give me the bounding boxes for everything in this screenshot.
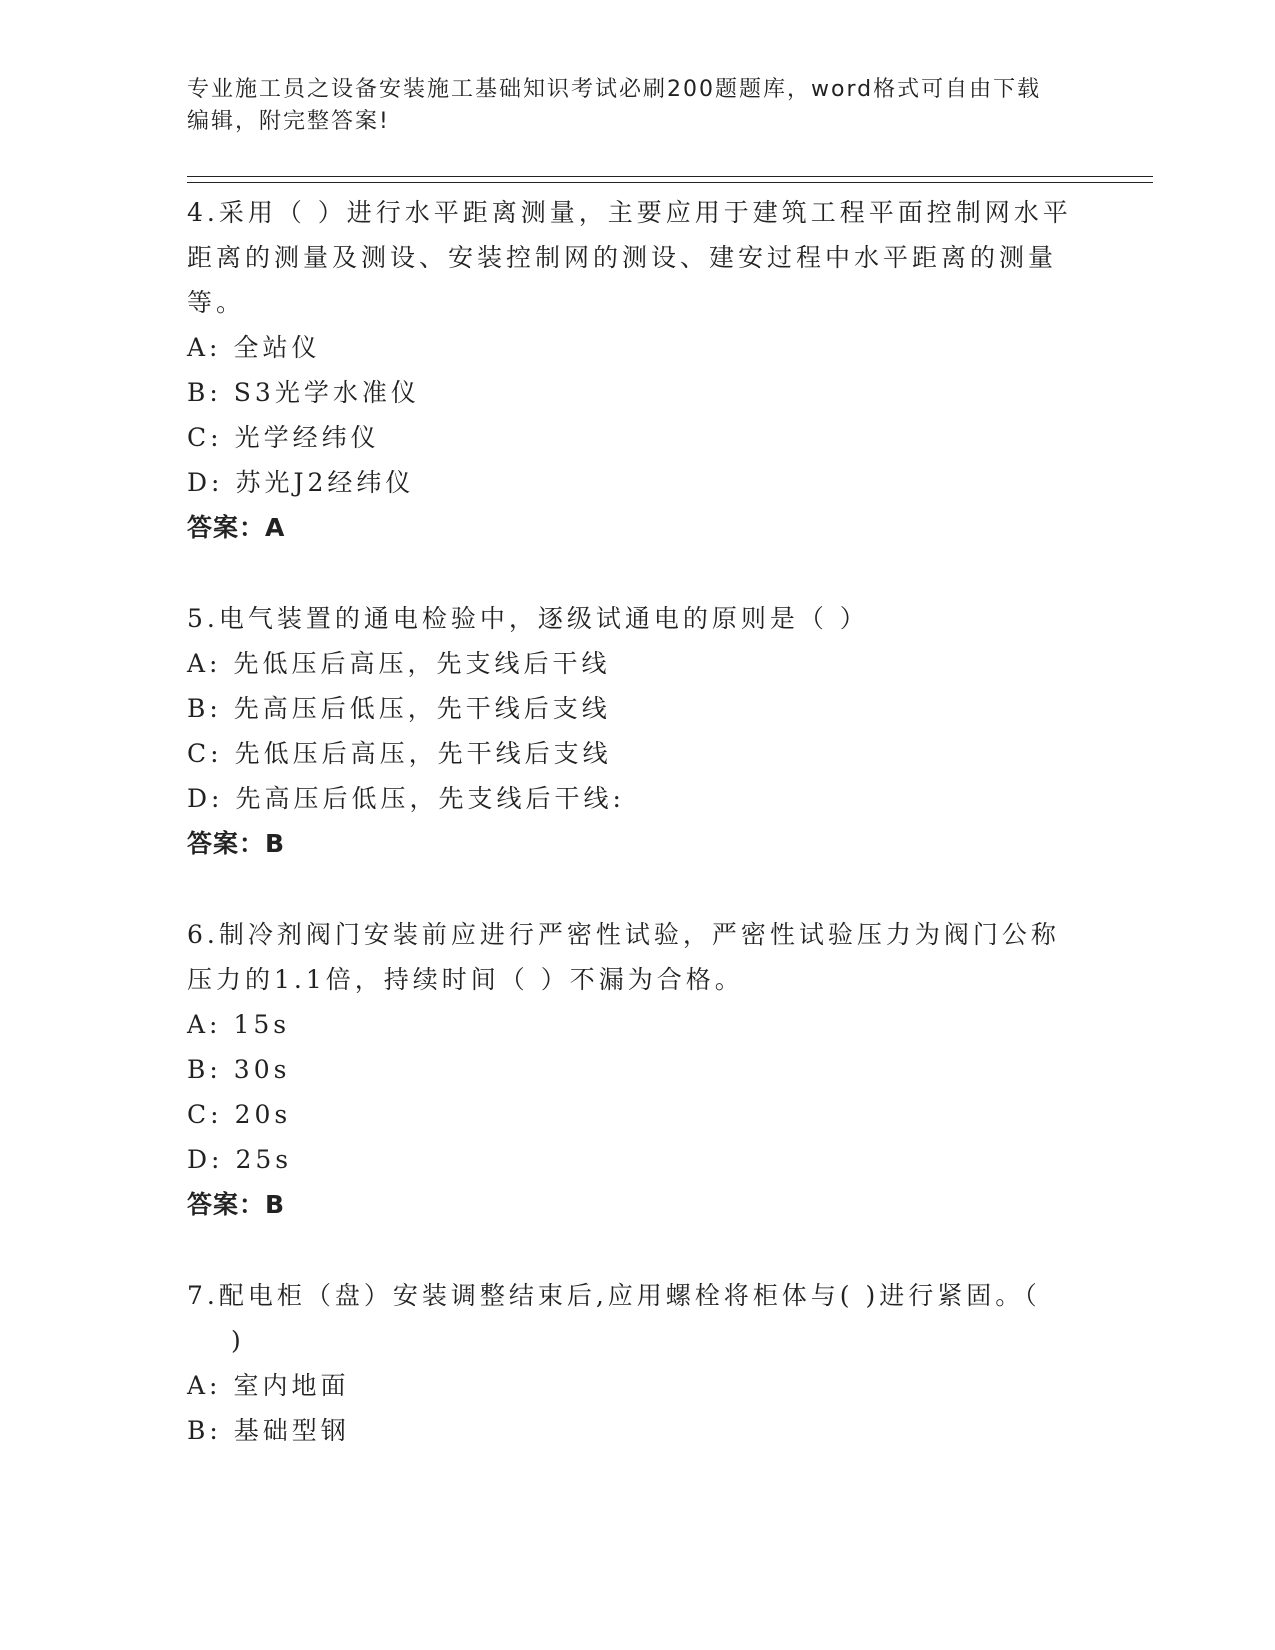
option-a [187,641,1087,686]
option-key: D: [187,468,224,497]
question-text [187,190,1087,325]
header-line-1: 专业施工员之设备安装施工基础知识考试必刷200题题库，word格式可自由下载 [187,77,1042,102]
option-text: 25s [235,1145,293,1174]
option-b [187,1047,1087,1092]
option-text: 先低压后高压，先干线后支线 [234,739,612,768]
question-text-line: 7.配电柜（盘）安装调整结束后,应用螺栓将柜体与( )进行紧固。（ [187,1281,1041,1310]
answer: 答案：B [187,1190,286,1219]
option-key: A: [187,1371,222,1400]
question-text [187,1273,1087,1363]
option-b [187,370,1087,415]
option-text: 20s [234,1100,292,1129]
question-text-line: ) [231,1326,245,1355]
option-key: C: [187,1100,223,1129]
option-text: 15s [233,1010,291,1039]
question-text-line: 压力的1.1倍，持续时间（ ）不漏为合格。 [187,965,744,994]
option-text: 苏光J2经纬仪 [235,468,415,497]
option-d [187,460,1087,505]
option-text: 室内地面 [233,1371,350,1400]
question-text-line: 距离的测量及测设、安装控制网的测设、建安过程中水平距离的测量 [187,243,1058,272]
answer: 答案：B [187,829,286,858]
option-c [187,1092,1087,1137]
option-key: B: [187,378,222,407]
option-key: B: [187,1055,222,1084]
question-list [187,190,1087,1453]
question-text [187,912,1087,1002]
option-text: 先低压后高压，先支线后干线 [233,649,611,678]
option-text: 30s [233,1055,291,1084]
option-text: 基础型钢 [233,1416,350,1445]
option-key: B: [187,694,222,723]
option-key: A: [187,649,222,678]
option-text: S3光学水准仪 [233,378,420,407]
option-key: C: [187,739,223,768]
header-divider-top [187,176,1153,177]
option-text: 先高压后低压，先干线后支线 [233,694,611,723]
answer: 答案：A [187,513,286,542]
option-text: 先高压后低压，先支线后干线: [235,784,625,813]
question-text-line: 等。 [187,288,246,317]
option-key: B: [187,1416,222,1445]
option-key: A: [187,1010,222,1039]
option-key: C: [187,423,223,452]
header-line-2: 编辑，附完整答案! [187,109,390,134]
question-text-line: 5.电气装置的通电检验中，逐级试通电的原则是（ ） [187,604,869,633]
option-b [187,686,1087,731]
option-a [187,325,1087,370]
question-text-line: 4.采用（ ）进行水平距离测量，主要应用于建筑工程平面控制网水平 [187,198,1072,227]
option-c [187,415,1087,460]
question-block [187,190,1087,550]
question-block [187,1273,1087,1453]
question-block [187,596,1087,866]
option-key: D: [187,784,224,813]
option-a [187,1002,1087,1047]
option-text: 光学经纬仪 [234,423,380,452]
question-text [187,596,1087,641]
question-block [187,912,1087,1227]
document-header [187,74,1067,138]
header-divider-bottom [187,182,1153,183]
option-c [187,731,1087,776]
option-b [187,1408,1087,1453]
option-key: D: [187,1145,224,1174]
option-d [187,1137,1087,1182]
option-key: A: [187,333,222,362]
option-a [187,1363,1087,1408]
question-text-line: 6.制冷剂阀门安装前应进行严密性试验，严密性试验压力为阀门公称 [187,920,1060,949]
option-text: 全站仪 [233,333,321,362]
option-d [187,776,1087,821]
